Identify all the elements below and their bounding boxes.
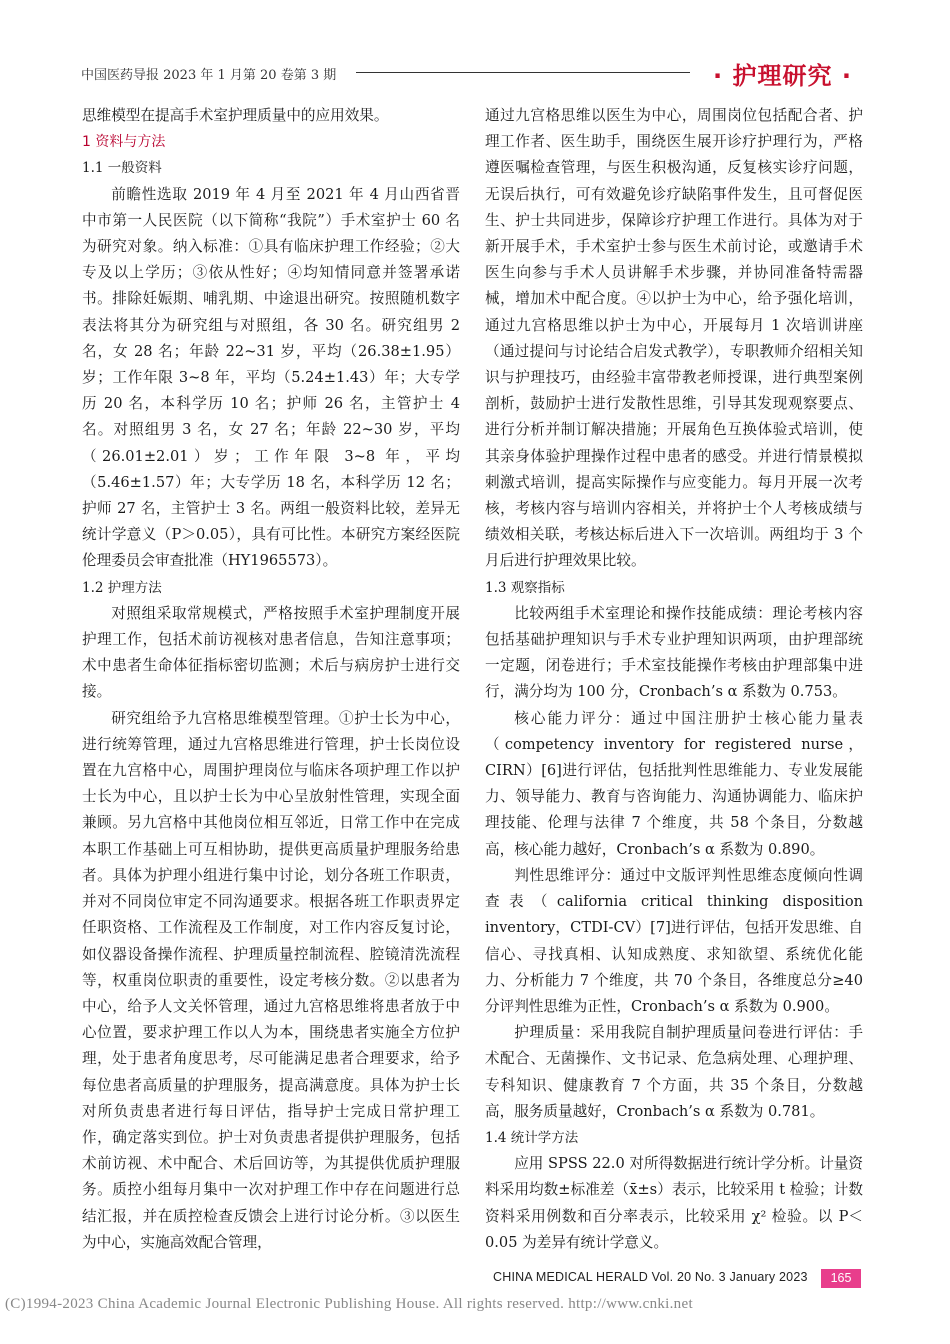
section-label: · 护理研究 ·	[713, 62, 852, 90]
section-1-title: 1 资料与方法	[82, 134, 166, 151]
journal-header-info: 中国医药导报 2023 年 1 月第 20 卷第 3 期	[81, 68, 337, 83]
study-group-continued-paragraph: 通过九宫格思维以医生为中心，周围岗位包括配合者、护理工作者、医生助手，围绕医生展开诊疗护理行为，严格遵医嘱检查管理，与医生积极沟通，反复核实诊疗问题，无误后执行，可有效避免诊疗缺陷事件发生，且可督促医生、护士共同进步，保障诊疗护理工作进行。具体为对于新开展手术，手术室护士参与医生术前讨论，或邀请手术医生向参与手术人员讲解手术步骤，并协同准备特需器械，增加术中配合度。④以护士为中心，给予强化培训，通过九宫格思维以护士为中心，开展每月 1 次培训讲座（通过提问与讨论结合启发式教学），专职教师介绍相关知识与护理技巧，由经验丰富带教老师授课，进行典型案例剖析，鼓励护士进行发散性思维，引导其发现观察要点、进行分析并制订解决措施；开展角色互换体验式培训，使其亲身体验护理操作过程中患者的感受。并进行情景模拟刺激式培训，提高实际操作与应变能力。每月开展一次考核，考核内容与培训内容相关，并将护士个人考核成绩与绩效相关联，考核达标后进入下一次培训。两组均于 3 个月后进行护理效果比较。	[485, 107, 863, 570]
intro-ending-paragraph: 思维模型在提高手术室护理质量中的应用效果。	[82, 107, 389, 124]
journal-footer-info: CHINA MEDICAL HERALD Vol. 20 No. 3 January 2023	[493, 1270, 808, 1284]
study-group-paragraph: 研究组给予九宫格思维模型管理。①护士长为中心，进行统筹管理，通过九宫格思维进行管理，护士长岗位设置在九宫格中心，周围护理岗位与临床各项护理工作以护士长为中心，且以护士长为中心呈放射性管理，实现全面兼顾。另九宫格中其他岗位相互邻近，日常工作中在完成本职工作基础上可互相协助，提供更高质量护理服务给患者。具体为护理小组进行集中讨论，划分各班工作职责，并对不同岗位审定不同沟通要求。根据各班工作职责界定任职资格、工作流程及工作制度，对工作内容反复讨论，如仪器设备操作流程、护理质量控制流程、腔镜清洗流程等，权重岗位职责的重要性，设定考核分数。②以患者为中心，给予人文关怀管理，通过九宫格思维将患者放于中心位置，要求护理工作以人为本，围绕患者实施全方位护理，处于患者角度思考，尽可能满足患者合理要求，给予每位患者高质量的护理服务，提高满意度。具体为护士长对所负责患者进行每日评估，指导护士完成日常护理工作，确定落实到位。护士对负责患者提供护理服务，包括术前访视、术中配合、术后回访等，为其提供优质护理服务。质控小组每月集中一次对护理工作中存在问题进行总结汇报，并在质控检查反馈会上进行讨论分析。③以医生为中心，实施高效配合管理，	[82, 709, 460, 1251]
critical-thinking-paragraph: 判性思维评分：通过中文版评判性思维态度倾向性调查表（california critical thinking disposition inventory，CTDI-CV）[7]进行评估，包括开发思维、自信心、寻找真相、认知成熟度、求知欲望、系统优化能力、分析能力 7 个维度，共 70 个条目，各维度总分≥40 分评判性思维为正性，Cronbach’s α 系数为 0.900。	[485, 866, 863, 1015]
subsection-1-1-title: 1.1 一般资料	[82, 160, 162, 177]
subsection-1-4-title: 1.4 统计学方法	[485, 1129, 579, 1146]
left-column	[82, 103, 460, 1256]
copyright-watermark: (C)1994-2023 China Academic Journal Electronic Publishing House. All rights reserved. http://www.cnki.net	[5, 1296, 693, 1312]
statistics-paragraph: 应用 SPSS 22.0 对所得数据进行统计学分析。计量资料采用均数±标准差（x̄±s）表示，比较采用 t 检验；计数资料采用例数和百分率表示，比较采用 χ² 检验。以 P＜0.05 为差异有统计学意义。	[485, 1155, 863, 1251]
core-competency-paragraph: 核心能力评分：通过中国注册护士核心能力量表（competency inventory for registered nurse，CIRN）[6]进行评估，包括批判性思维能力、专业发展能力、领导能力、教育与咨询能力、沟通协调能力、临床护理技能、伦理与法律 7 个维度，共 58 个条目，分数越高，核心能力越好，Cronbach’s α 系数为 0.890。	[485, 709, 863, 858]
subsection-1-2-title: 1.2 护理方法	[82, 579, 162, 596]
general-data-paragraph: 前瞻性选取 2019 年 4 月至 2021 年 4 月山西省晋中市第一人民医院（以下简称“我院”）手术室护士 60 名为研究对象。纳入标准：①具有临床护理工作经验；②大专及以上学历；③依从性好；④均知情同意并签署承诺书。排除妊娠期、哺乳期、中途退出研究。按照随机数字表法将其分为研究组与对照组，各 30 名。研究组男 2 名，女 28 名；年龄 22~31 岁，平均（26.38±1.95）岁；工作年限 3~8 年，平均（5.24±1.43）年；大专学历 20 名，本科学历 10 名；护师 26 名，主管护士 4 名。对照组男 3 名，女 27 名；年龄 22~30 岁，平均（26.01±2.01）岁；工作年限 3~8 年，平均（5.46±1.57）年；大专学历 18 名，本科学历 12 名；护师 27 名，主管护士 3 名。两组一般资料比较，差异无统计学意义（P＞0.05），具有可比性。本研究方案经医院伦理委员会审查批准（HY1965573）。	[82, 185, 460, 570]
page-number: 165	[821, 1269, 861, 1288]
control-group-paragraph: 对照组采取常规模式，严格按照手术室护理制度开展护理工作，包括术前访视核对患者信息，告知注意事项；术中患者生命体征指标密切监测；术后与病房护士进行交接。	[82, 604, 460, 701]
skill-score-paragraph: 比较两组手术室理论和操作技能成绩：理论考核内容包括基础护理知识与手术专业护理知识两项，由护理部统一定题，闭卷进行；手术室技能操作考核由护理部集中进行，满分均为 100 分，Cronbach’s α 系数为 0.753。	[485, 604, 863, 701]
subsection-1-3-title: 1.3 观察指标	[485, 579, 565, 596]
header-divider	[356, 72, 690, 73]
nursing-quality-paragraph: 护理质量：采用我院自制护理质量问卷进行评估：手术配合、无菌操作、文书记录、危急病处理、心理护理、专科知识、健康教育 7 个方面，共 35 个条目，分数越高，服务质量越好，Cronbach’s α 系数为 0.781。	[485, 1024, 863, 1120]
right-column	[485, 103, 863, 1256]
